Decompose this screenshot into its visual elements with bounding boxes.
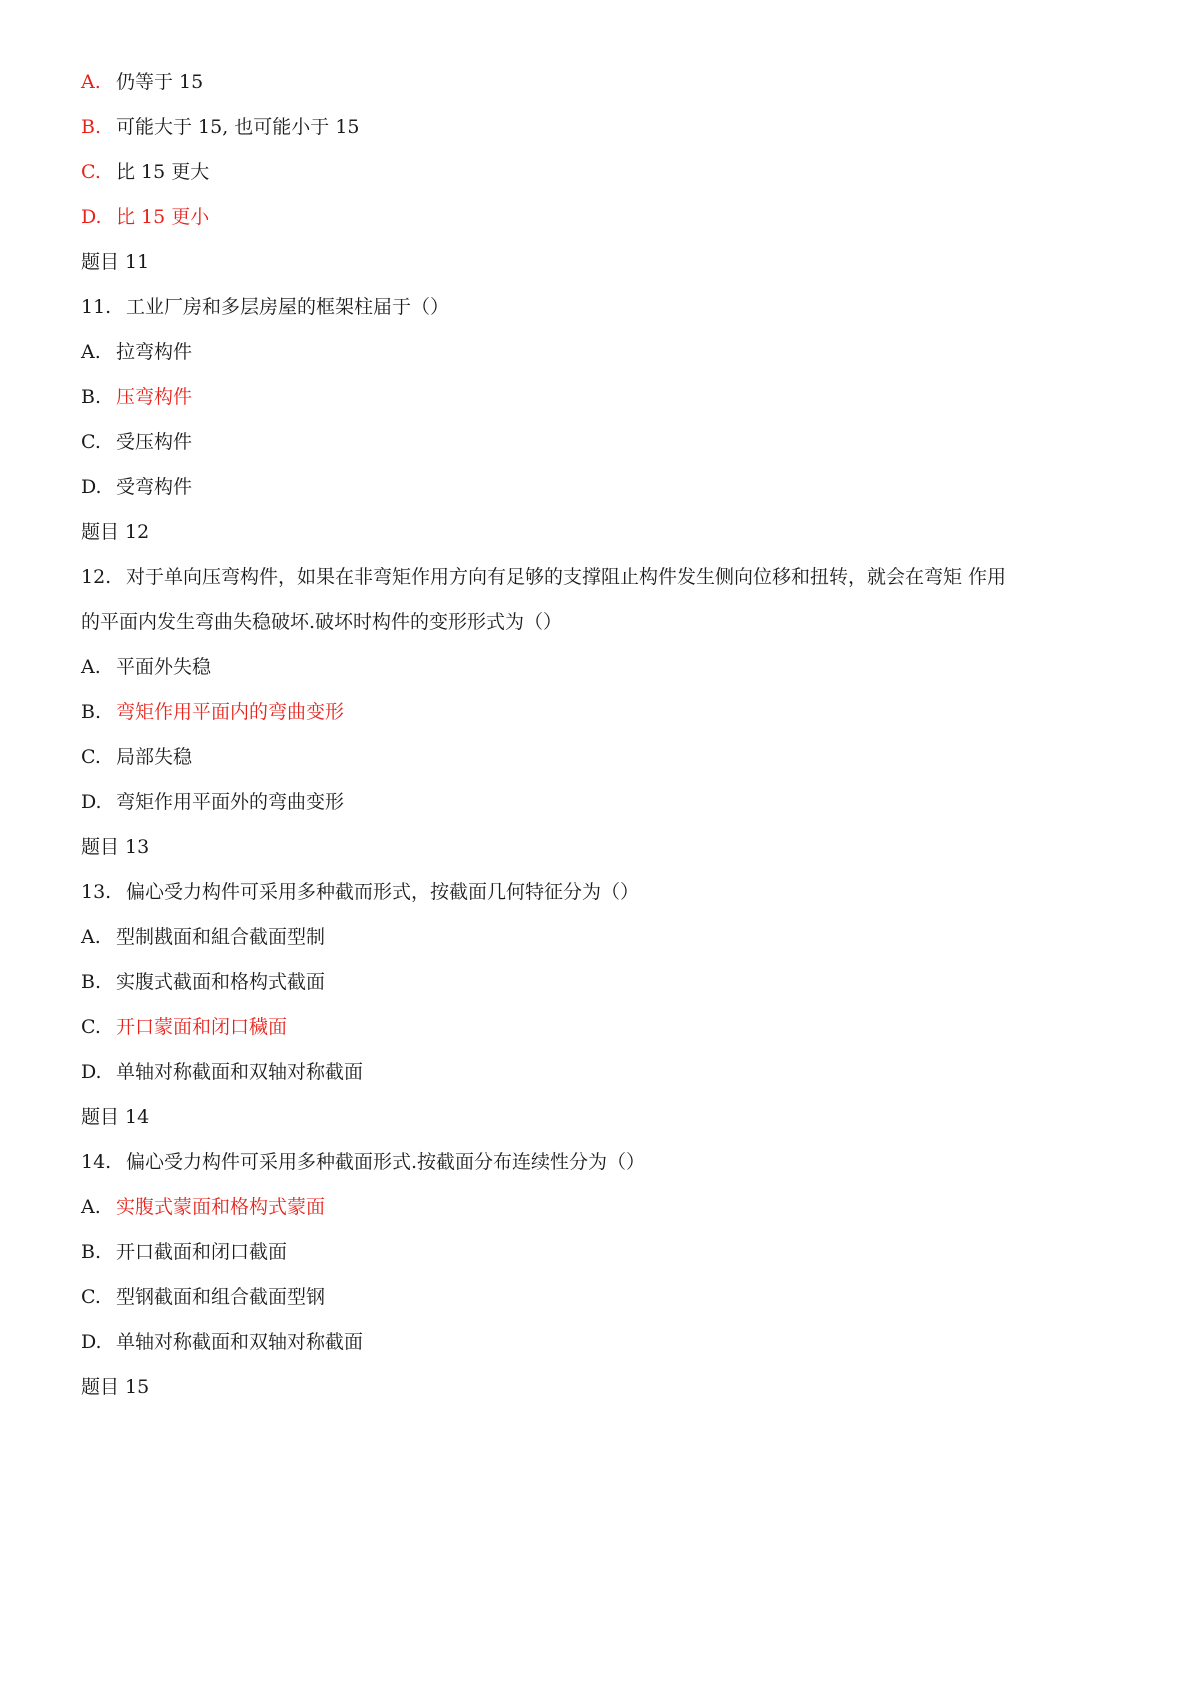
question-stem-14 [81, 1150, 645, 1174]
question-heading-15: 题目 15 [81, 1376, 150, 1398]
option-text: 局部失稳 [116, 746, 193, 768]
option-text: 实腹式截面和格构式截面 [116, 971, 326, 993]
option-text: 比 15 更大 [116, 161, 210, 183]
question-stem-11 [81, 295, 449, 319]
option-letter: A. [81, 71, 101, 93]
question-heading-13: 题目 13 [81, 836, 150, 858]
option-text: 弯矩作用平面外的弯曲变形 [116, 791, 345, 813]
option-letter: A. [81, 926, 101, 948]
option-letter: D. [81, 1331, 102, 1353]
q11-option-d [81, 475, 192, 499]
prev-option-b [81, 115, 360, 139]
q14-option-c [81, 1285, 325, 1309]
q13-option-a [81, 925, 325, 949]
option-text: 仍等于 15 [116, 71, 204, 93]
question-stem-13 [81, 880, 639, 904]
q11-option-c [81, 430, 192, 454]
question-number: 12. [81, 566, 112, 588]
question-stem-12 [81, 565, 1006, 589]
option-letter: A. [81, 656, 101, 678]
question-text: 工业厂房和多层房屋的框架柱届于（） [126, 296, 450, 318]
prev-option-a [81, 70, 203, 94]
option-text: 单轴对称截面和双轴对称截面 [116, 1061, 364, 1083]
q14-option-a [81, 1195, 325, 1219]
option-letter: C. [81, 431, 101, 453]
q12-option-c [81, 745, 192, 769]
question-text: 偏心受力构件可采用多种截面形式.按截面分布连续性分为（） [126, 1151, 646, 1173]
option-text: 可能大于 15, 也可能小于 15 [116, 116, 360, 138]
option-text: 型钢截面和组合截面型钢 [116, 1286, 326, 1308]
question-number: 13. [81, 881, 112, 903]
question-heading-12: 题目 12 [81, 521, 150, 543]
q13-option-d [81, 1060, 363, 1084]
question-heading-11: 题目 11 [81, 251, 150, 273]
prev-option-d [81, 205, 209, 229]
option-text-answer: 压弯构件 [116, 386, 193, 408]
q14-option-d [81, 1330, 363, 1354]
option-letter: D. [81, 206, 102, 228]
question-stem-12-cont: 的平面内发生弯曲失稳破坏.破坏时构件的变形形式为（） [81, 611, 563, 633]
option-text-answer: 实腹式蒙面和格构式蒙面 [116, 1196, 326, 1218]
option-text: 受压构件 [116, 431, 193, 453]
option-letter: B. [81, 971, 102, 993]
option-letter: C. [81, 161, 101, 183]
option-letter: C. [81, 1016, 101, 1038]
q12-option-b [81, 700, 344, 724]
option-letter: B. [81, 701, 102, 723]
prev-option-c [81, 160, 209, 184]
question-text: 对于单向压弯构件，如果在非弯矩作用方向有足够的支撑阻止构件发生侧向位移和扭转，就会在弯矩 作用 [126, 566, 1007, 588]
option-letter: D. [81, 1061, 102, 1083]
question-number: 14. [81, 1151, 112, 1173]
option-text-answer: 开口蒙面和闭口穢面 [116, 1016, 288, 1038]
option-text: 型制戡面和組合截面型制 [116, 926, 326, 948]
question-heading-14: 题目 14 [81, 1106, 150, 1128]
option-letter: D. [81, 791, 102, 813]
option-letter: C. [81, 1286, 101, 1308]
q13-option-b [81, 970, 325, 994]
question-number: 11. [81, 296, 112, 318]
q12-option-a [81, 655, 211, 679]
option-letter: A. [81, 341, 101, 363]
q13-option-c [81, 1015, 287, 1039]
option-letter: D. [81, 476, 102, 498]
q11-option-a [81, 340, 192, 364]
option-letter: B. [81, 386, 102, 408]
option-letter: A. [81, 1196, 101, 1218]
q12-option-d [81, 790, 344, 814]
option-letter: C. [81, 746, 101, 768]
option-text: 比 15 更小 [116, 206, 210, 228]
option-letter: B. [81, 116, 102, 138]
option-text: 受弯构件 [116, 476, 193, 498]
q14-option-b [81, 1240, 287, 1264]
q11-option-b [81, 385, 192, 409]
question-text: 偏心受力构件可采用多种截而形式，按截面几何特征分为（） [126, 881, 640, 903]
option-text: 平面外失稳 [116, 656, 212, 678]
option-text: 拉弯构件 [116, 341, 193, 363]
option-text: 开口截面和闭口截面 [116, 1241, 288, 1263]
option-text: 单轴对称截面和双轴对称截面 [116, 1331, 364, 1353]
option-letter: B. [81, 1241, 102, 1263]
option-text-answer: 弯矩作用平面内的弯曲变形 [116, 701, 345, 723]
